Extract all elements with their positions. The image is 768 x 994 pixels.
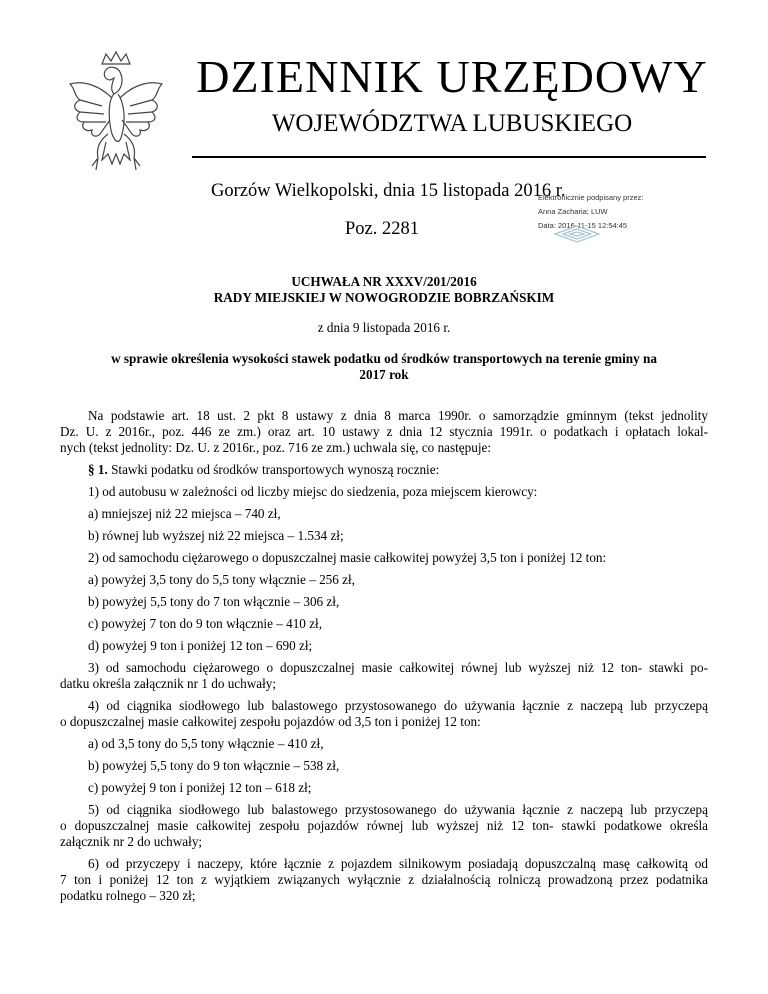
list-item (60, 856, 708, 904)
preamble-line: Dz. U. z 2016r., poz. 446 ze zm.) oraz art. 10 ustawy z dnia 12 stycznia 1991r. o podatkach i opłatach lokal- (60, 424, 708, 439)
section-text: Stawki podatku od środków transportowych wynoszą rocznie: (107, 462, 440, 477)
journal-title: DZIENNIK URZĘDOWY (196, 51, 708, 102)
resolution-title-2: RADY MIEJSKIEJ W NOWOGRODZIE BOBRZAŃSKIM (213, 290, 555, 305)
signature-label: Elektronicznie podpisany przez: (538, 193, 644, 202)
journal-subtitle: WOJEWÓDZTWA LUBUSKIEGO (271, 110, 633, 137)
list-item: a) mniejszej niż 22 miejsca – 740 zł, (88, 506, 281, 521)
list-item (60, 660, 708, 692)
resolution-subject-1: w sprawie określenia wysokości stawek podatku od środków transportowych na terenie gminy na (111, 351, 657, 366)
position-number: Poz. 2281 (345, 219, 419, 239)
list-item: a) od 3,5 tony do 5,5 tony włącznie – 410 zł, (88, 736, 324, 751)
list-item: c) powyżej 7 ton do 9 ton włącznie – 410 zł, (88, 616, 323, 631)
resolution-body (60, 408, 708, 910)
preamble-line: nych (tekst jednolity: Dz. U. z 2016r., poz. 716 ze zm.) uchwala się, co następuje: (60, 440, 492, 455)
list-item-line: 3) od samochodu ciężarowego o dopuszczalnej masie całkowitej równej lub wyższej niż 12 ton- stawki po- (88, 660, 708, 675)
masthead-divider (192, 156, 706, 158)
list-item-line: o dopuszczalnej masie całkowitej zespołu pojazdów od 3,5 ton i poniżej 12 ton: (60, 714, 481, 729)
signature-date: Data: 2016-11-15 12:54:45 (538, 221, 628, 230)
list-item-line: załącznik nr 2 do uchwały; (60, 834, 203, 849)
section-1 (60, 462, 708, 478)
list-item-line: datku określa załącznik nr 1 do uchwały; (60, 676, 277, 691)
list-item: d) powyżej 9 ton i poniżej 12 ton – 690 zł; (88, 638, 313, 653)
list-item: a) powyżej 3,5 tony do 5,5 tony włącznie – 256 zł, (88, 572, 355, 587)
signature-verification-icon (553, 224, 601, 244)
section-mark: § 1. (88, 462, 108, 477)
list-item-line: o dopuszczalnej masie całkowitej zespołu pojazdów równej lub wyższej niż 12 ton- stawki podatkowe określa (60, 818, 708, 833)
list-item: b) powyżej 5,5 tony do 9 ton włącznie – 538 zł, (88, 758, 340, 773)
list-item-line: 7 ton i poniżej 12 ton z wyjątkiem związanych wyłącznie z działalnością rolniczą prowadzoną przez podatnika (60, 872, 708, 887)
eagle-emblem-icon (62, 50, 170, 180)
list-item-line: 4) od ciągnika siodłowego lub balastowego przystosowanego do używania łącznie z naczepą lub przyczepą (88, 698, 708, 713)
preamble (60, 408, 708, 456)
resolution-subject-2: 2017 rok (359, 367, 409, 382)
resolution-date: z dnia 9 listopada 2016 r. (317, 320, 451, 335)
list-item-line: 5) od ciągnika siodłowego lub balastowego przystosowanego do używania łącznie z naczepą lub przyczepą (88, 802, 708, 817)
list-item: 2) od samochodu ciężarowego o dopuszczalnej masie całkowitej powyżej 3,5 ton i poniżej 12 ton: (88, 550, 607, 565)
list-item: c) powyżej 9 ton i poniżej 12 ton – 618 zł; (88, 780, 312, 795)
list-item: b) równej lub wyższej niż 22 miejsca – 1.534 zł; (88, 528, 344, 543)
list-item-line: podatku rolnego – 320 zł; (60, 888, 196, 903)
place-date: Gorzów Wielkopolski, dnia 15 listopada 2016 r. (211, 181, 566, 201)
list-item (60, 698, 708, 730)
list-item: 1) od autobusu w zależności od liczby miejsc do siedzenia, poza miejscem kierowcy: (88, 484, 538, 499)
preamble-line: Na podstawie art. 18 ust. 2 pkt 8 ustawy z dnia 8 marca 1990r. o samorządzie gminnym (tekst jednolity (88, 408, 708, 423)
resolution-title-1: UCHWAŁA NR XXXV/201/2016 (291, 274, 477, 289)
list-item (60, 802, 708, 850)
list-item-line: 6) od przyczepy i naczepy, które łącznie z pojazdem silnikowym posiadają dopuszczalną masę całkowitą od (88, 856, 708, 871)
signature-signer: Anna Zacharia; LUW (538, 207, 608, 216)
list-item: b) powyżej 5,5 tony do 7 ton włącznie – 306 zł, (88, 594, 340, 609)
